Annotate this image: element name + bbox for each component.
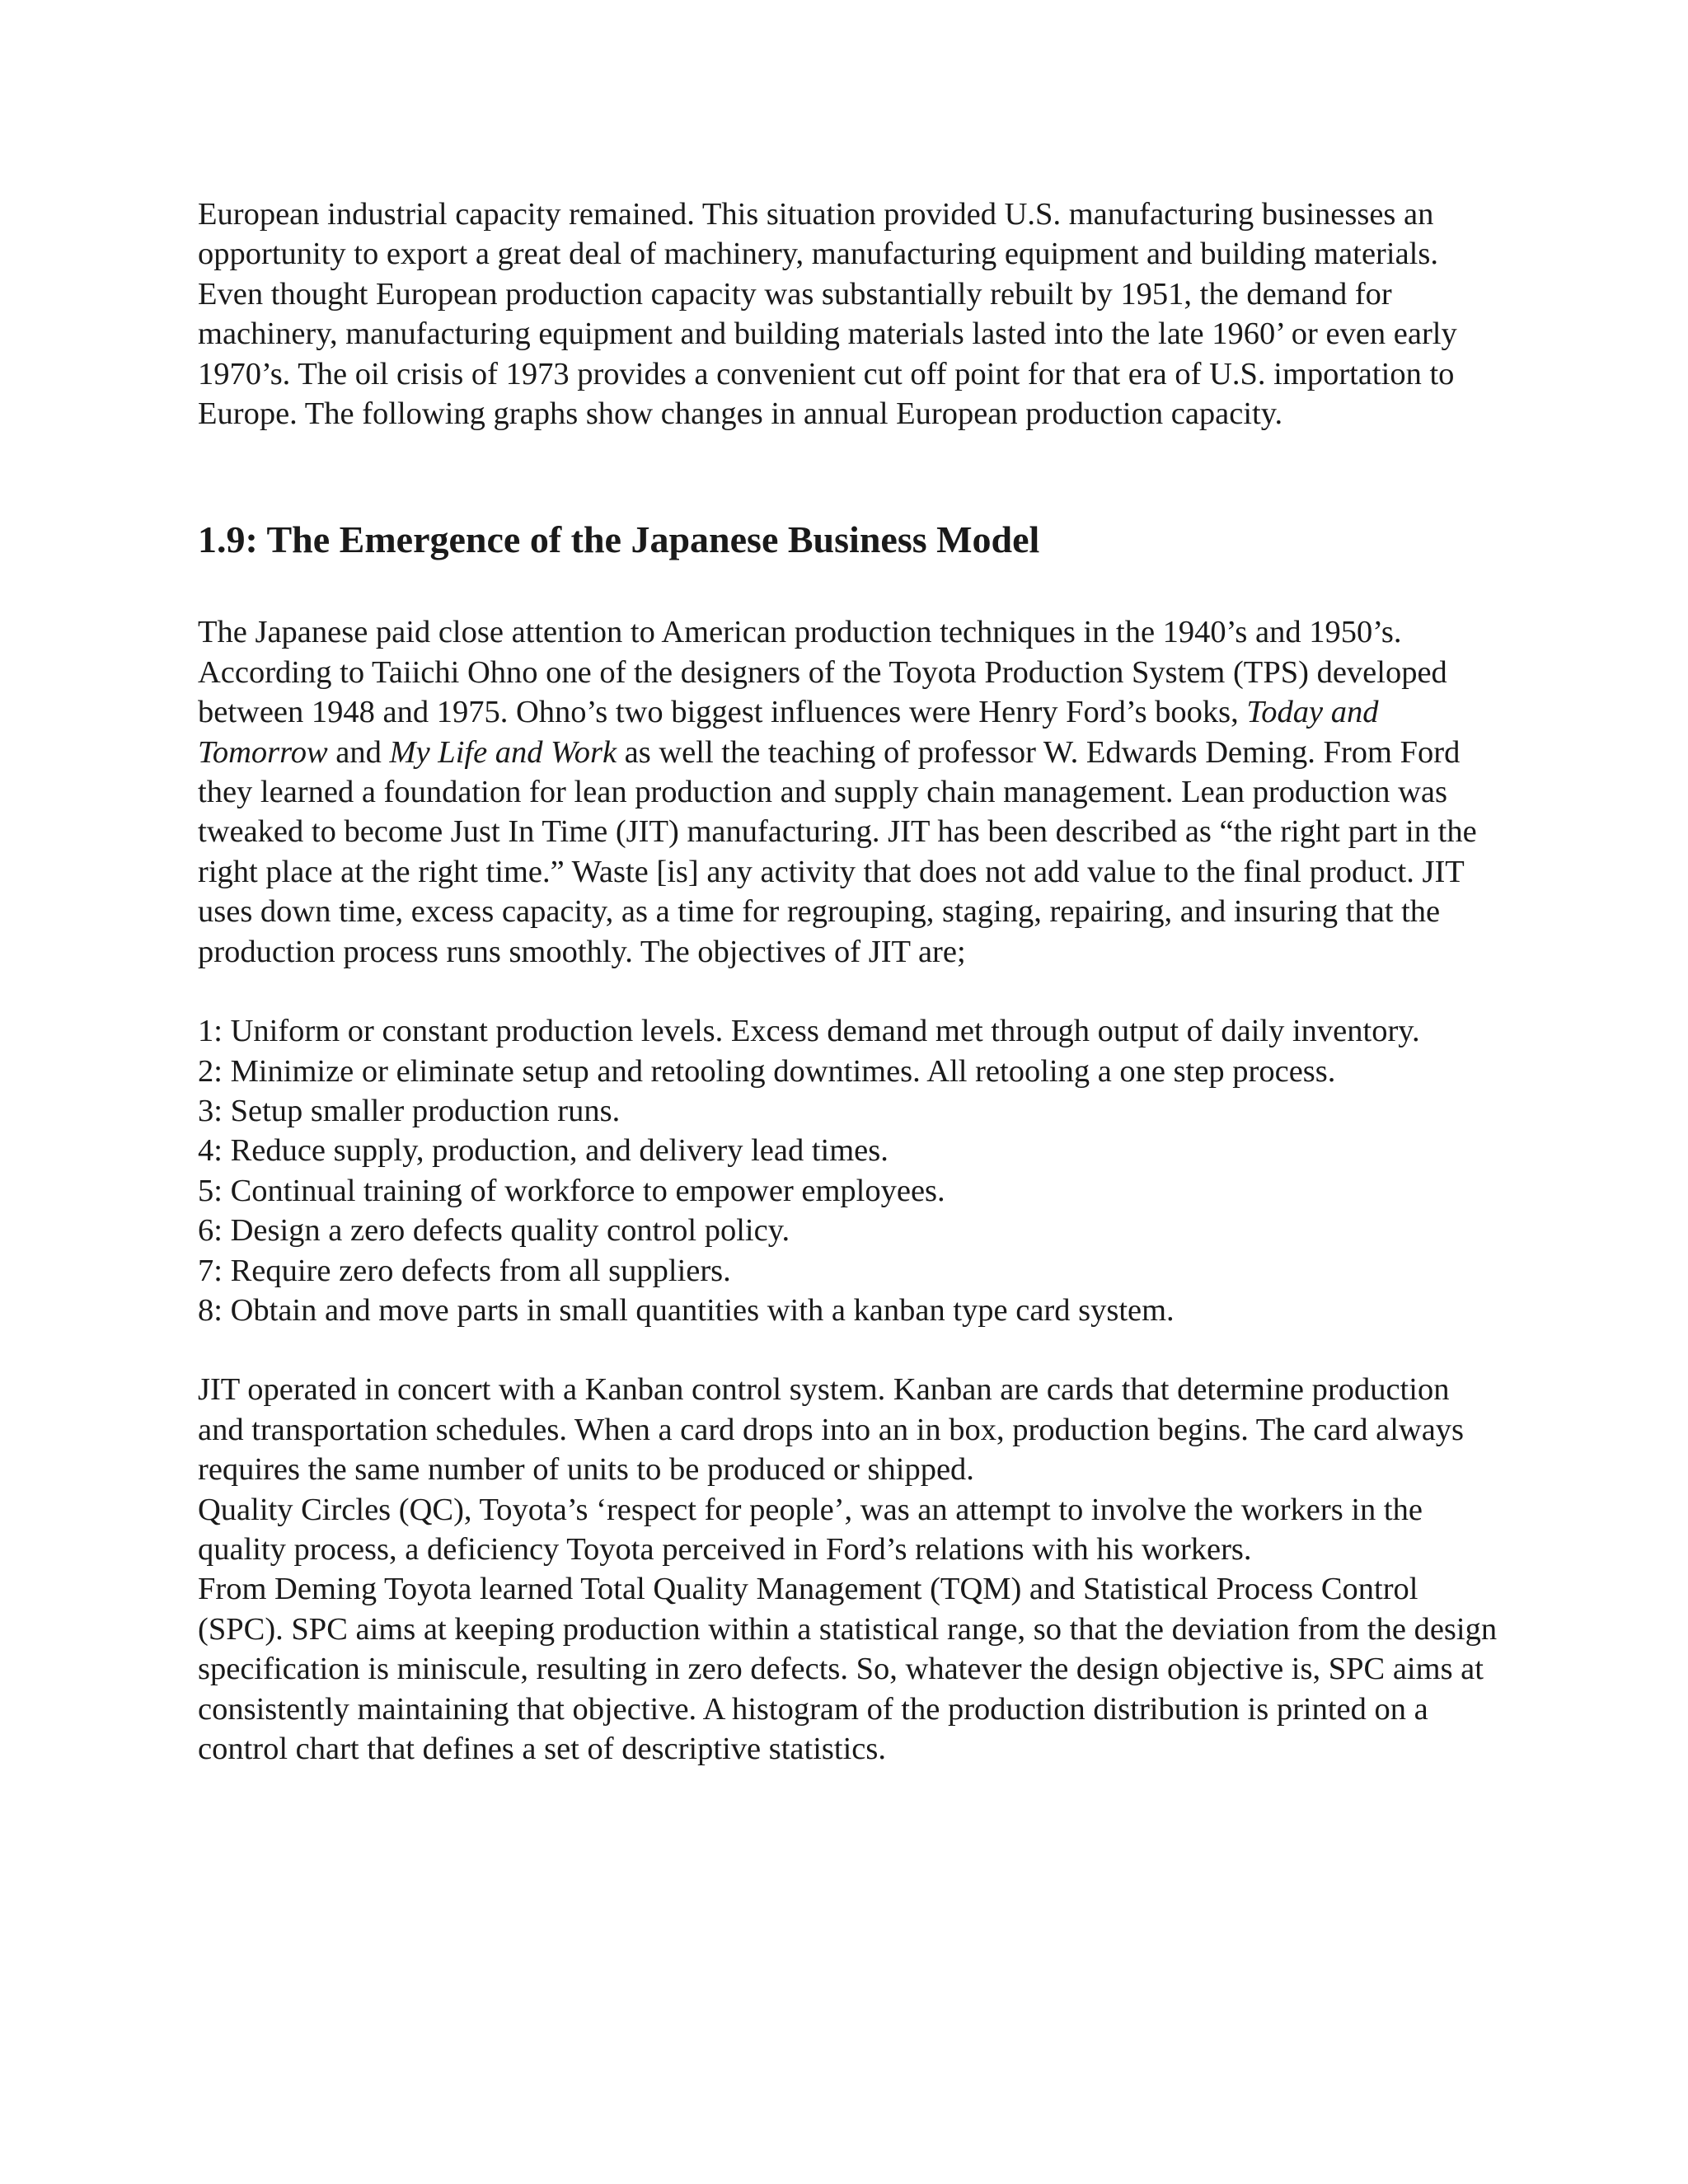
jit-objectives-list [198,1011,1500,1330]
paragraph-text-part: and [327,734,390,770]
list-item: 1: Uniform or constant production levels. Excess demand met through output of daily inventory. [198,1014,1420,1049]
document-page [198,194,1500,1769]
list-item: 5: Continual training of workforce to empower employees. [198,1173,945,1208]
paragraph-european-capacity: European industrial capacity remained. This situation provided U.S. manufacturing businesses an opportunity to export a great deal of machinery, manufacturing equipment and building materials. Even thought European production capacity was substantially rebuilt by 1951, the demand for machinery, manufacturing equipment and building materials lasted into the late 1960’ or even early 1970’s. The oil crisis of 1973 provides a convenient cut off point for that era of U.S. importation to Europe. The following graphs show changes in annual European production capacity. [198,197,1457,432]
paragraph-text-part: as well the teaching of professor W. Edwards Deming. From Ford they learned a foundation for lean production and supply chain management. Lean production was tweaked to become Just In Time (JIT) manufacturing. JIT has been described as “the right part in the right place at the right time.” Waste [is] any activity that does not add value to the final product. JIT uses down time, excess capacity, as a time for regrouping, staging, repairing, and insuring that the production process runs smoothly. The objectives of JIT are; [198,734,1477,969]
list-item: 6: Design a zero defects quality control policy. [198,1213,790,1249]
list-item: 8: Obtain and move parts in small quantities with a kanban type card system. [198,1292,1175,1328]
paragraph-deming-spc: From Deming Toyota learned Total Quality Management (TQM) and Statistical Process Control (SPC). SPC aims at keeping production within a statistical range, so that the deviation from the design specification is miniscule, resulting in zero defects. So, whatever the design objective is, SPC aims at consistently maintaining that objective. A histogram of the production distribution is printed on a control chart that defines a set of descriptive statistics. [198,1572,1498,1766]
book-title-today-and-tomorrow: Today and Tomorrow [198,695,1379,770]
book-title-my-life-and-work: My Life and Work [389,734,617,770]
paragraph-japanese-techniques [198,612,1500,972]
list-item: 4: Reduce supply, production, and delivery lead times. [198,1133,889,1169]
list-item: 3: Setup smaller production runs. [198,1093,621,1128]
paragraph-kanban: JIT operated in concert with a Kanban control system. Kanban are cards that determine production and transportation schedules. When a card drops into an in box, production begins. The card always requires the same number of units to be produced or shipped. [198,1372,1465,1488]
list-item: 7: Require zero defects from all suppliers. [198,1253,731,1288]
paragraph-text-part: The Japanese paid close attention to American production techniques in the 1940’s and 1950’s. According to Taiichi Ohno one of the designers of the Toyota Production System (TPS) developed between 1948 and 1975. Ohno’s two biggest influences were Henry Ford’s books, [198,615,1447,730]
list-item: 2: Minimize or eliminate setup and retooling downtimes. All retooling a one step process. [198,1053,1336,1089]
section-heading: 1.9: The Emergence of the Japanese Business Model [198,518,1040,561]
paragraph-quality-circles: Quality Circles (QC), Toyota’s ‘respect for people’, was an attempt to involve the workers in the quality process, a deficiency Toyota perceived in Ford’s relations with his workers. [198,1492,1423,1567]
